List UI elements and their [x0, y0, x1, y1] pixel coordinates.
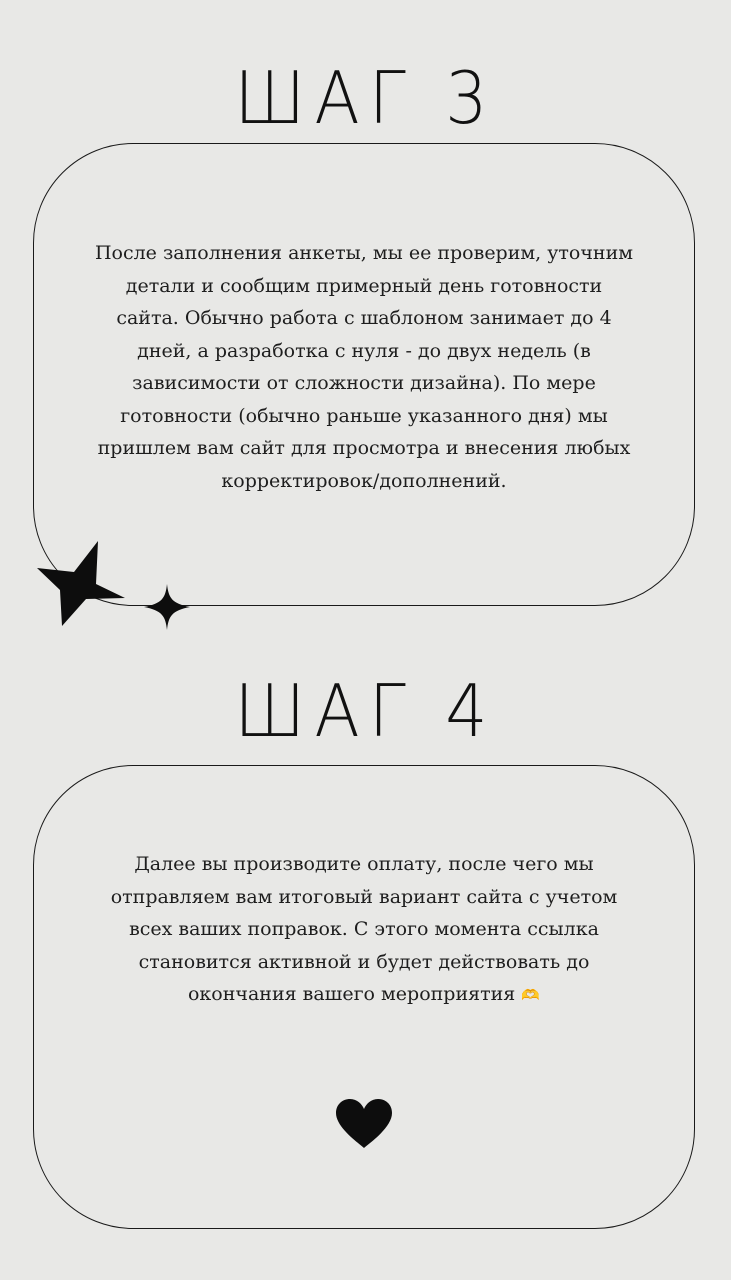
heart-icon: [334, 1098, 394, 1150]
sparkle-icon: [144, 584, 190, 630]
step-3-description: После заполнения анкеты, мы ее проверим, уточним детали и сообщим примерный день готовности сайта. Обычно работа с шаблоном занимает до 4 дней, а разработка с нуля - до двух недель (в зависимости от сложности дизайна). По мере готовности (обычно раньше указанного дня) мы пришлем вам сайт для просмотра и внесения любых корректировок/дополнений.: [94, 242, 634, 492]
step-3-card: [33, 143, 695, 606]
step-4-card: [33, 765, 695, 1229]
step-3-title: ШАГ 3: [234, 56, 497, 140]
four-point-star-icon: [36, 538, 128, 630]
step-4-description: [94, 848, 634, 1012]
step-4-title: ШАГ 4: [234, 669, 497, 753]
step-4-description-text: Далее вы производите оплату, после чего мы отправляем вам итоговый вариант сайта с учетом всех ваших поправок. С этого момента ссылка становится активной и будет действовать до окончания вашего мероприятия: [110, 853, 618, 1005]
hands-heart-emoji-icon: 🫶: [521, 986, 541, 1004]
